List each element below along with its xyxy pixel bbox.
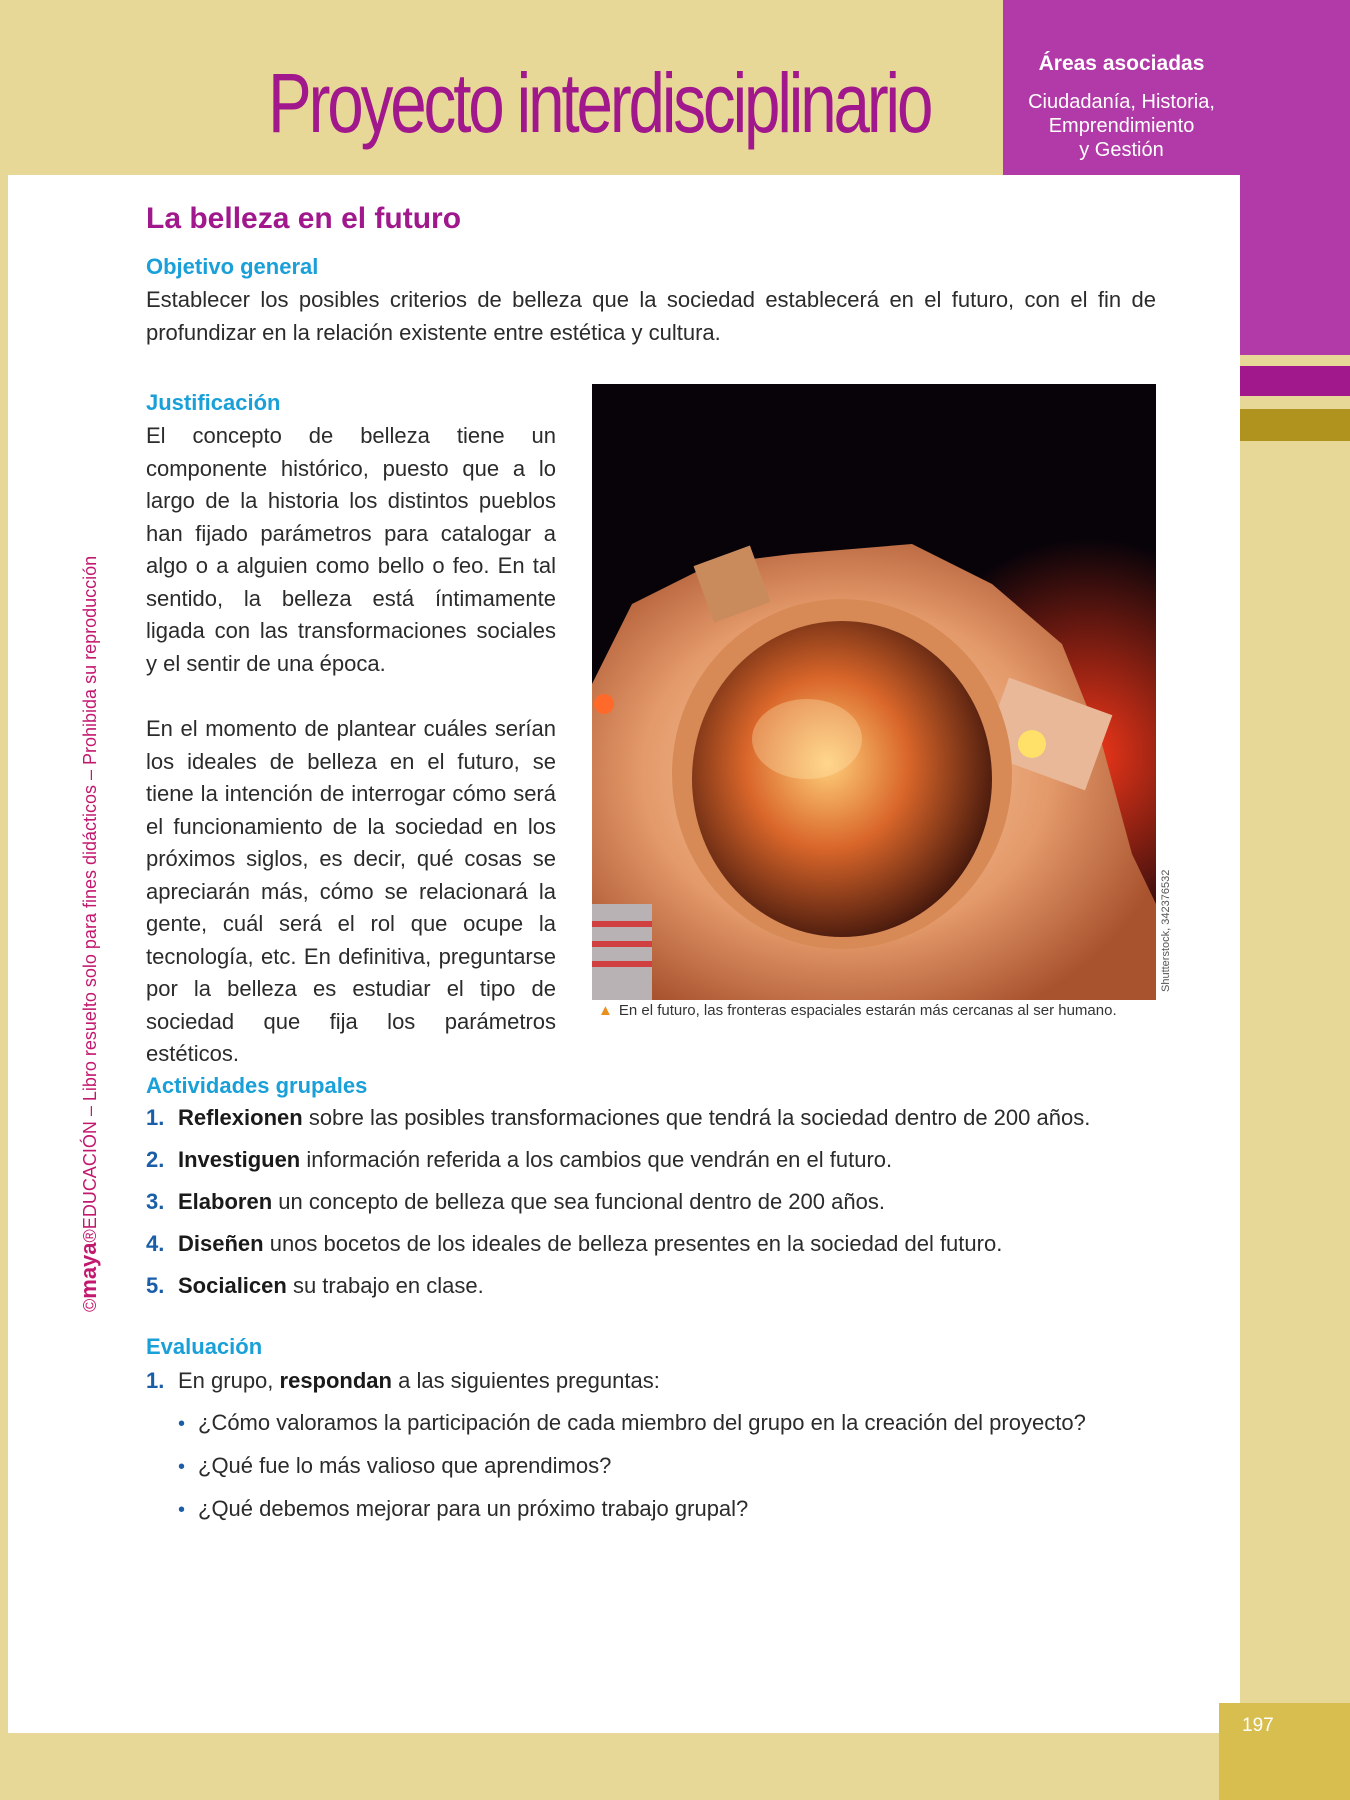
actividades-heading: Actividades grupales xyxy=(146,1073,368,1098)
credit-text: ®EDUCACIÓN – Libro resuelto solo para fines didácticos – Prohibida su reproducción xyxy=(80,555,100,1243)
bullet-icon: • xyxy=(178,1413,186,1435)
question-text: ¿Cómo valoramos la participación de cada miembro del grupo en la creación del proyecto? xyxy=(198,1410,1086,1435)
photo-credit: Shutterstock, 342376532 xyxy=(1160,869,1172,992)
areas-line: Emprendimiento xyxy=(1048,115,1195,137)
list-item xyxy=(146,1139,1090,1181)
evaluacion-list xyxy=(146,1360,660,1402)
justificacion-paragraph-1: El concepto de belleza tiene un componente histórico, puesto que a lo largo de la historia los distintos pueblos han fijado parámetros para catalogar a algo o a alguien como bello o feo. En tal sentido, la belleza está íntimamente ligada con las transformaciones sociales y el sentir de una época. xyxy=(146,423,556,676)
item-verb: Socialicen xyxy=(178,1273,287,1298)
item-text: sobre las posibles transformaciones que tendrá la sociedad dentro de 200 años. xyxy=(302,1105,1091,1130)
footer-band xyxy=(0,1733,1350,1800)
item-text: a las siguientes preguntas: xyxy=(391,1368,660,1393)
item-verb: Investiguen xyxy=(178,1147,301,1172)
question-text: ¿Qué debemos mejorar para un próximo trabajo grupal? xyxy=(198,1496,749,1521)
evaluacion-questions xyxy=(178,1402,1086,1531)
justificacion-paragraph-2: En el momento de plantear cuáles serían los ideales de belleza en el futuro, se tiene la intención de interrogar cómo será el funcionamiento de la sociedad en los próximos siglos, es decir, qué cosas se apreciarán más, cómo se relacionará la gente, cuál será el rol que ocupe la tecnología, etc. En definitiva, preguntarse por la belleza es estudiar el tipo de sociedad que fija los parámetros estéticos. xyxy=(146,716,556,1066)
left-strip xyxy=(0,0,8,1800)
justificacion-heading: Justificación xyxy=(146,390,281,415)
areas-title: Áreas asociadas xyxy=(1038,52,1205,75)
areas-line: Ciudadanía, Historia, xyxy=(1028,91,1215,113)
triangle-icon: ▲ xyxy=(598,1002,613,1019)
item-text: su trabajo en clase. xyxy=(286,1273,484,1298)
right-purple-block xyxy=(1240,0,1350,355)
areas-list xyxy=(1003,90,1240,162)
item-text: información referida a los cambios que vendrán en el futuro. xyxy=(300,1147,893,1172)
page-number: 197 xyxy=(1242,1715,1274,1736)
list-item xyxy=(146,1097,1090,1139)
evaluacion-heading: Evaluación xyxy=(146,1334,263,1359)
bullet-icon: • xyxy=(178,1456,186,1478)
actividades-list xyxy=(146,1097,1090,1307)
item-text: un concepto de belleza que sea funcional dentro de 200 años. xyxy=(272,1189,885,1214)
item-verb: Diseñen xyxy=(178,1231,264,1256)
objetivo-text: Establecer los posibles criterios de belleza que la sociedad establecerá en el futuro, con el fin de profundizar en la relación existente entre estética y cultura. xyxy=(146,287,1156,345)
item-number: 5. xyxy=(146,1273,165,1298)
list-item xyxy=(146,1223,1090,1265)
right-magenta-bar xyxy=(1240,366,1350,396)
question-item xyxy=(178,1445,1086,1488)
section-title: La belleza en el futuro xyxy=(146,202,462,235)
areas-line: y Gestión xyxy=(1079,139,1164,161)
brand-name: maya xyxy=(76,1242,101,1299)
item-verb: Reflexionen xyxy=(178,1105,303,1130)
item-verb: respondan xyxy=(279,1368,392,1393)
item-number: 4. xyxy=(146,1231,165,1256)
photo-caption xyxy=(598,1002,1117,1019)
item-number: 1. xyxy=(146,1368,165,1393)
item-number: 2. xyxy=(146,1147,165,1172)
list-item xyxy=(146,1181,1090,1223)
side-copyright-credit xyxy=(76,556,102,1312)
item-number: 1. xyxy=(146,1105,165,1130)
astronaut-photo xyxy=(592,384,1156,1000)
question-item xyxy=(178,1402,1086,1445)
item-text: unos bocetos de los ideales de belleza presentes en la sociedad del futuro. xyxy=(263,1231,1003,1256)
item-text: En grupo, xyxy=(178,1368,280,1393)
page-number-box xyxy=(1219,1703,1350,1800)
objetivo-heading: Objetivo general xyxy=(146,254,319,279)
copyright-symbol: © xyxy=(80,1298,100,1312)
item-number: 3. xyxy=(146,1189,165,1214)
caption-text: En el futuro, las fronteras espaciales estarán más cercanas al ser humano. xyxy=(618,1002,1117,1019)
question-text: ¿Qué fue lo más valioso que aprendimos? xyxy=(198,1453,612,1478)
question-item xyxy=(178,1488,1086,1531)
right-olive-bar xyxy=(1240,409,1350,441)
page-title: Proyecto interdisciplinario xyxy=(268,56,931,150)
bullet-icon: • xyxy=(178,1499,186,1521)
item-verb: Elaboren xyxy=(178,1189,273,1214)
list-item xyxy=(146,1265,1090,1307)
associated-areas-box xyxy=(1003,0,1240,175)
list-item xyxy=(146,1360,660,1402)
